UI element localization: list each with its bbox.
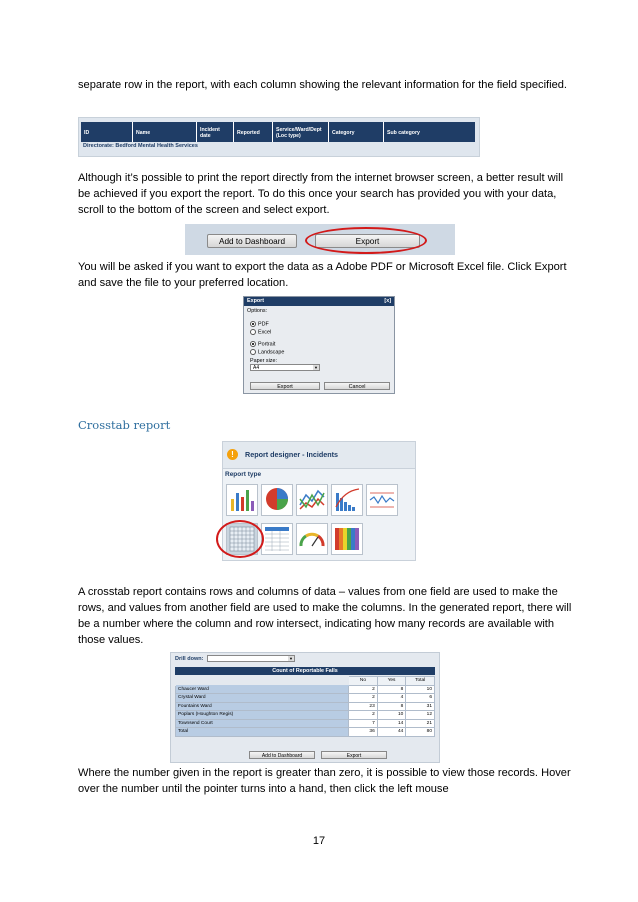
count-cell[interactable]: 8	[377, 685, 406, 694]
table-header-row	[176, 677, 435, 686]
radio-selected-icon	[250, 341, 256, 347]
highlight-ring	[305, 227, 427, 254]
radio-portrait[interactable]	[250, 341, 275, 347]
dialog-cancel-button[interactable]: Cancel	[324, 382, 390, 390]
total-cell[interactable]: 36	[349, 728, 378, 737]
highlight-ring	[216, 520, 264, 558]
count-cell[interactable]: 8	[377, 702, 406, 711]
pareto-chart-icon	[332, 485, 362, 515]
row-label: Poplars (Houghton Regis)	[176, 711, 349, 720]
table-row	[176, 702, 435, 711]
paragraph-drill-instructions: Where the number given in the report is greater than zero, it is possible to view those records. Hover over the number until the pointer turns into a hand, then click the left mouse	[78, 767, 571, 795]
export-buttons-screenshot	[185, 224, 455, 255]
radio-excel[interactable]	[250, 329, 271, 335]
bar-chart-icon	[227, 485, 257, 515]
row-label: Total	[176, 728, 349, 737]
dialog-export-button[interactable]: Export	[250, 382, 320, 390]
col-service-header: Service/Ward/Dept (Loc type)	[273, 122, 329, 142]
bar-chart-type-tile[interactable]	[226, 484, 258, 516]
radio-pdf[interactable]	[250, 321, 269, 327]
paragraph-export-format: You will be asked if you want to export the data as a Adobe PDF or Microsoft Excel file. Click Export and save the file to your preferred location.	[78, 261, 567, 289]
total-cell[interactable]: 44	[377, 728, 406, 737]
report-designer-header	[223, 442, 415, 469]
pareto-chart-type-tile[interactable]	[331, 484, 363, 516]
paper-size-label: Paper size:	[250, 358, 277, 364]
col-incident-date-header: Incident date	[197, 122, 234, 142]
count-cell[interactable]: 21	[406, 719, 435, 728]
add-to-dashboard-button[interactable]: Add to Dashboard	[207, 234, 297, 248]
count-cell[interactable]: 31	[406, 702, 435, 711]
count-cell[interactable]: 2	[349, 694, 378, 703]
paragraph-intro: separate row in the report, with each column showing the relevant information for the field specified.	[78, 79, 568, 91]
paper-size-value: A4	[253, 365, 260, 371]
report-header-row	[81, 122, 475, 142]
col-id-header: ID	[81, 122, 133, 142]
options-label: Options:	[247, 308, 268, 314]
crosstab-screenshot	[170, 652, 440, 763]
table-row	[176, 685, 435, 694]
row-label: Townsend Court	[176, 719, 349, 728]
row-label: Fountains Ward	[176, 702, 349, 711]
export-button[interactable]: Export	[315, 234, 420, 248]
crosstab-export-button[interactable]: Export	[321, 751, 387, 759]
table-total-row	[176, 728, 435, 737]
list-report-icon	[262, 524, 292, 554]
table-row	[176, 719, 435, 728]
col-total-header: Total	[406, 677, 435, 686]
count-cell[interactable]: 7	[349, 719, 378, 728]
dialog-title-bar	[244, 297, 394, 306]
chevron-down-icon: ▼	[314, 365, 318, 370]
section-heading: Crosstab report	[78, 418, 171, 432]
radio-landscape[interactable]	[250, 349, 284, 355]
count-cell[interactable]: 2	[349, 711, 378, 720]
close-icon[interactable]: [x]	[384, 298, 391, 304]
col-category-header: Category	[329, 122, 384, 142]
radio-pdf-label: PDF	[258, 321, 269, 328]
radio-excel-label: Excel	[258, 329, 272, 336]
count-cell[interactable]: 14	[377, 719, 406, 728]
crosstab-table	[175, 676, 435, 737]
dialog-title: Export	[247, 298, 265, 304]
report-designer-title: Report designer - Incidents	[245, 450, 339, 459]
col-reported-header: Reported	[234, 122, 273, 142]
row-label: Chaucer Ward	[176, 685, 349, 694]
report-header-screenshot	[78, 117, 480, 157]
col-no-header: No	[349, 677, 378, 686]
radio-selected-icon	[250, 321, 256, 327]
radio-landscape-label: Landscape	[258, 349, 285, 356]
list-report-type-tile[interactable]	[261, 523, 293, 555]
heatmap-icon	[332, 524, 362, 554]
count-cell[interactable]: 6	[406, 694, 435, 703]
count-cell[interactable]: 12	[406, 711, 435, 720]
crosstab-add-to-dashboard-button[interactable]: Add to Dashboard	[249, 751, 315, 759]
table-corner	[176, 677, 349, 686]
spc-chart-type-tile[interactable]	[366, 484, 398, 516]
col-yes-header: Yes	[377, 677, 406, 686]
count-cell[interactable]: 4	[377, 694, 406, 703]
paper-size-select[interactable]	[250, 364, 320, 371]
table-row	[176, 694, 435, 703]
radio-portrait-label: Portrait	[258, 341, 276, 348]
paragraph-crosstab-description: A crosstab report contains rows and columns of data – values from one field are used to make the rows, and values from another field are used to make the columns. In the generated report, there will be a number where the column and row intersect, indicating how many records are available with those values.	[78, 586, 572, 646]
col-name-header: Name	[133, 122, 197, 142]
page-number: 17	[312, 835, 326, 847]
spc-chart-icon	[367, 485, 397, 515]
radio-icon	[250, 349, 256, 355]
line-chart-icon	[297, 485, 327, 515]
gauge-type-tile[interactable]	[296, 523, 328, 555]
count-cell[interactable]: 2	[349, 685, 378, 694]
col-subcategory-header: Sub category	[387, 130, 420, 136]
report-type-label: Report type	[225, 471, 262, 478]
count-cell[interactable]: 23	[349, 702, 378, 711]
export-dialog	[243, 296, 395, 394]
drill-down-select[interactable]	[207, 655, 295, 662]
table-row	[176, 711, 435, 720]
pie-chart-icon	[262, 485, 292, 515]
report-designer-screenshot	[222, 441, 416, 561]
warning-icon: !	[227, 449, 238, 460]
directorate-label: Directorate: Bedford Mental Health Services	[83, 143, 198, 149]
count-cell[interactable]: 10	[406, 685, 435, 694]
paragraph-export-intro: Although it’s possible to print the report directly from the internet browser screen, a better result will be achieved if you export the report. To do this once your search has provided you with your data, scroll to the bottom of the screen and select export.	[78, 172, 564, 216]
crosstab-title: Count of Reportable Falls	[175, 667, 435, 675]
total-cell[interactable]: 80	[406, 728, 435, 737]
chevron-down-icon: ▼	[289, 656, 293, 661]
gauge-icon	[297, 524, 327, 554]
row-label: Crystal Ward	[176, 694, 349, 703]
pie-chart-type-tile[interactable]	[261, 484, 293, 516]
radio-icon	[250, 329, 256, 335]
line-chart-type-tile[interactable]	[296, 484, 328, 516]
heatmap-type-tile[interactable]	[331, 523, 363, 555]
drill-down-label: Drill down:	[175, 656, 204, 662]
count-cell[interactable]: 10	[377, 711, 406, 720]
